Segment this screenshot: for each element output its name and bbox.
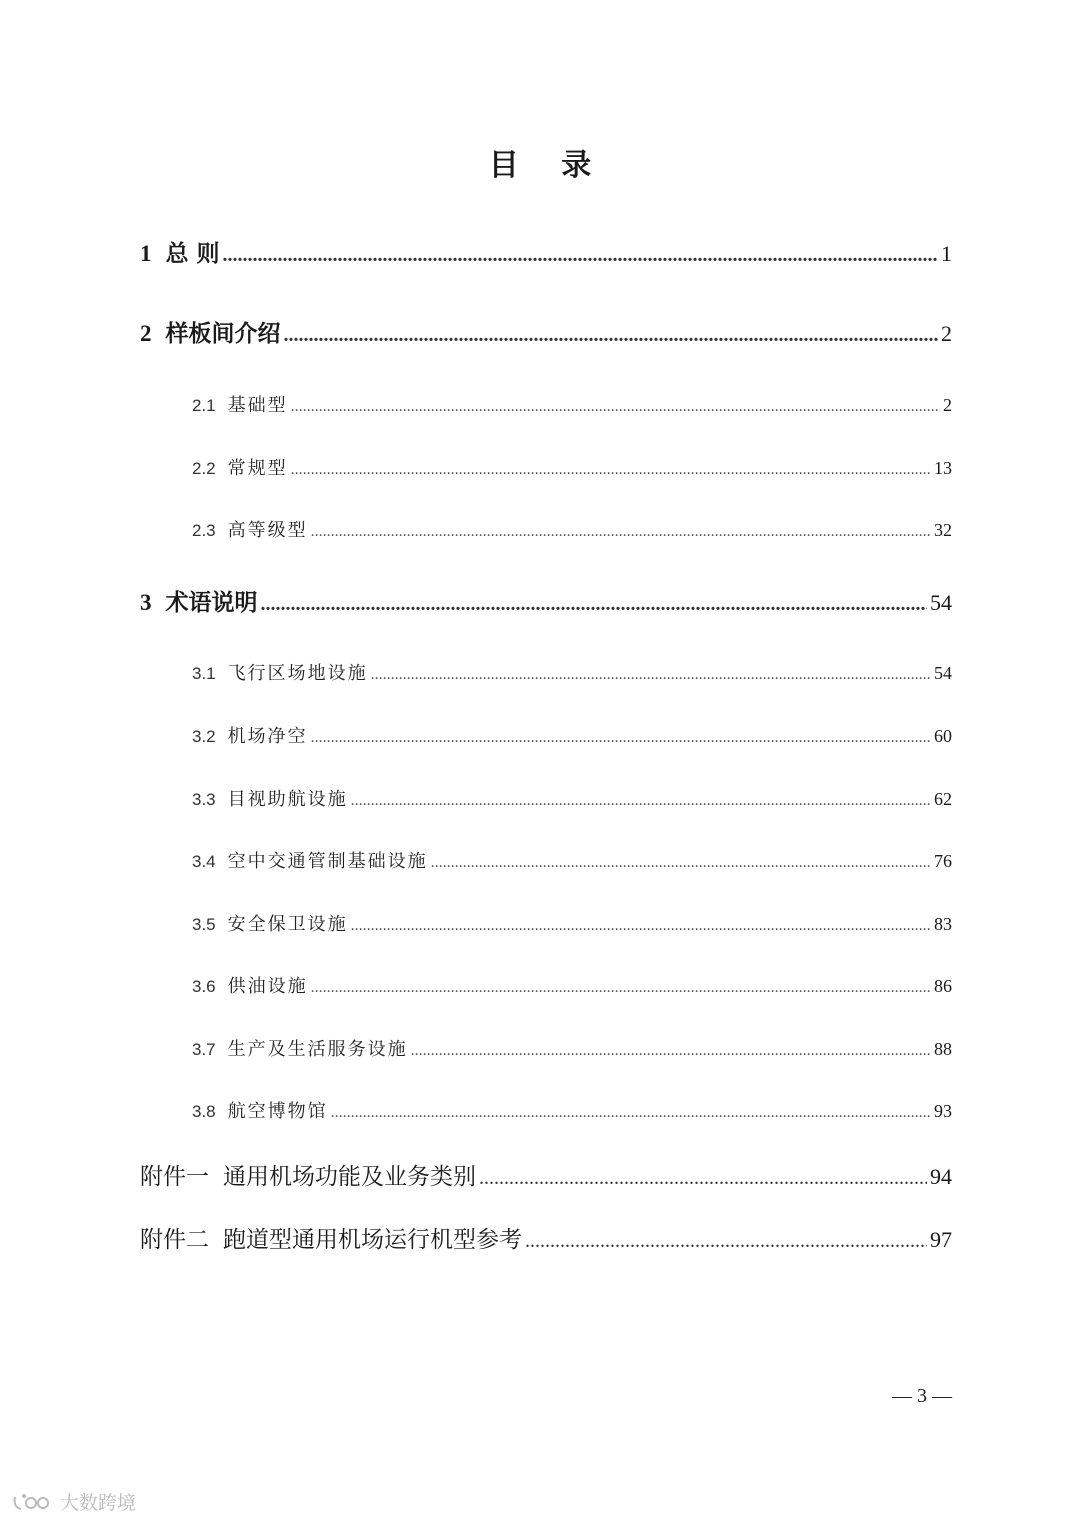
dot-leader xyxy=(311,729,931,747)
toc-number: 3.8 xyxy=(192,1102,216,1121)
toc-entry[interactable] xyxy=(140,584,952,617)
toc-label: 基础型 xyxy=(227,395,288,416)
toc-label: 机场净空 xyxy=(227,726,308,747)
toc-entry-attachment[interactable] xyxy=(140,1221,952,1254)
dot-leader xyxy=(291,398,940,416)
toc-page: 2 xyxy=(941,321,952,346)
toc-page: 97 xyxy=(930,1227,952,1252)
dot-leader xyxy=(284,324,939,347)
toc-page: 76 xyxy=(934,851,952,871)
toc-label: 跑道型通用机场运行机型参考 xyxy=(223,1227,522,1253)
toc-page: 32 xyxy=(934,520,952,540)
dot-leader xyxy=(311,979,931,997)
dot-leader xyxy=(291,461,931,479)
toc-number: 3.6 xyxy=(192,977,216,996)
toc-label: 供油设施 xyxy=(227,976,308,997)
toc-entry[interactable] xyxy=(192,391,952,417)
toc-number: 3.3 xyxy=(192,790,216,809)
toc-number: 3.1 xyxy=(192,664,216,683)
toc-label: 总 则 xyxy=(165,240,220,267)
toc-page: 1 xyxy=(941,241,952,266)
toc-entry[interactable] xyxy=(192,1035,952,1061)
toc-label: 空中交通管制基础设施 xyxy=(227,851,428,872)
toc-entry[interactable] xyxy=(140,235,952,268)
toc-number: 2.1 xyxy=(192,396,216,415)
toc-entry[interactable] xyxy=(192,972,952,998)
dot-leader xyxy=(311,523,931,541)
toc-number: 3.7 xyxy=(192,1040,216,1059)
toc-page: 54 xyxy=(930,590,952,615)
toc-number: 附件一 xyxy=(140,1164,209,1190)
toc-page: 93 xyxy=(934,1101,952,1121)
toc-page: 60 xyxy=(934,726,952,746)
toc-entry-attachment[interactable] xyxy=(140,1158,952,1191)
watermark xyxy=(12,1488,136,1515)
toc-label: 安全保卫设施 xyxy=(227,914,348,935)
toc-page: 54 xyxy=(934,663,952,683)
toc-label: 常规型 xyxy=(227,458,288,479)
toc-label: 通用机场功能及业务类别 xyxy=(223,1164,476,1190)
toc-number: 1 xyxy=(140,241,152,266)
toc-page: 86 xyxy=(934,976,952,996)
toc-page: 88 xyxy=(934,1039,952,1059)
dot-leader xyxy=(351,792,931,810)
toc-page: 2 xyxy=(943,395,952,415)
dot-leader xyxy=(261,593,928,616)
toc-number: 2.3 xyxy=(192,521,216,540)
dot-leader xyxy=(479,1167,927,1190)
logo-icon xyxy=(12,1491,56,1513)
toc-page: 13 xyxy=(934,458,952,478)
dot-leader xyxy=(411,1042,931,1060)
watermark-text: 大数跨境 xyxy=(60,1492,137,1514)
toc-number: 3.2 xyxy=(192,727,216,746)
toc-page: 62 xyxy=(934,789,952,809)
toc-label: 生产及生活服务设施 xyxy=(227,1039,408,1060)
toc-page: 83 xyxy=(934,914,952,934)
toc-entry[interactable] xyxy=(192,659,952,685)
toc-entry[interactable] xyxy=(192,516,952,542)
toc-number: 附件二 xyxy=(140,1227,209,1253)
toc-entry[interactable] xyxy=(192,910,952,936)
toc-label: 术语说明 xyxy=(165,589,258,616)
toc-label: 样板间介绍 xyxy=(165,320,281,347)
page-title: 目 录 xyxy=(488,148,608,183)
toc-number: 3 xyxy=(140,590,152,615)
dot-leader xyxy=(223,244,938,267)
dot-leader xyxy=(525,1230,927,1253)
toc-number: 2.2 xyxy=(192,459,216,478)
toc-entry[interactable] xyxy=(192,454,952,480)
page-number: — 3 — xyxy=(892,1385,952,1407)
toc-entry[interactable] xyxy=(192,847,952,873)
dot-leader xyxy=(331,1104,931,1122)
toc-entry[interactable] xyxy=(192,1097,952,1123)
dot-leader xyxy=(371,666,931,684)
toc-number: 2 xyxy=(140,321,152,346)
toc-entry[interactable] xyxy=(192,785,952,811)
toc-entry[interactable] xyxy=(140,315,952,348)
toc-label: 目视助航设施 xyxy=(227,789,348,810)
toc-label: 航空博物馆 xyxy=(227,1101,328,1122)
toc-label: 高等级型 xyxy=(227,520,308,541)
toc-page: 94 xyxy=(930,1164,952,1189)
dot-leader xyxy=(431,854,931,872)
toc-entry[interactable] xyxy=(192,722,952,748)
dot-leader xyxy=(351,917,931,935)
toc-number: 3.4 xyxy=(192,852,216,871)
toc-number: 3.5 xyxy=(192,915,216,934)
toc-label: 飞行区场地设施 xyxy=(227,663,368,684)
